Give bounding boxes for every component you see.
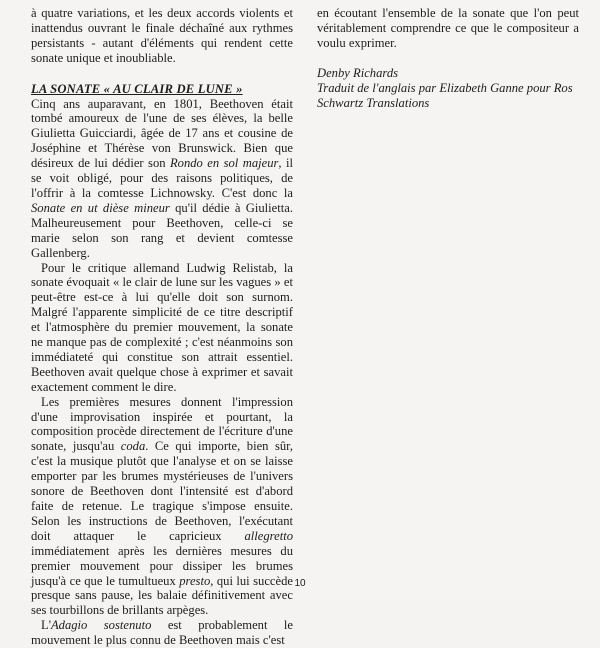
text-run: , qui lui succède presque sans pause, les balaie définitivement avec ses tourbillons de brillants arpèges.: [31, 573, 293, 618]
paragraph-history: [31, 97, 293, 261]
right-column: [317, 6, 579, 110]
left-column: [31, 6, 293, 648]
text-run: L': [41, 618, 51, 633]
author-credit: [317, 66, 579, 111]
text-run: . Ce qui importe, bien sûr, c'est la musique plutôt que l'analyse et on se laisse emporter par les brumes mystérieuses de l'univers sonore de Beethoven dont l'intensité est d'abord faite de retenue. Le tragique s'impose ensuite. Selon les instructions de Beethoven, l'exécutant doit attaquer le capricieux: [31, 439, 293, 543]
work-title-sonate: Sonate en ut dièse mineur: [31, 200, 170, 215]
text-run: immédiatement après les dernières mesures du premier mouvement pour dissiper les brumes jusqu'à ce que le tumultueux: [31, 543, 293, 588]
closing-paragraph: en écoutant l'ensemble de la sonate que l'on peut véritablement comprendre ce que le compositeur a voulu exprimer.: [317, 6, 579, 50]
text-run: est probablement le mouvement le plus connu de Beethoven mais c'est: [31, 618, 294, 648]
translation-credit: Traduit de l'anglais par Elizabeth Ganne pour Ros Schwartz Translations: [317, 80, 573, 110]
term-adagio-sostenuto: Adagio sostenuto: [50, 618, 152, 633]
page-number: 10: [294, 578, 306, 589]
term-coda: coda: [120, 439, 146, 454]
text-run: qu'il dédie à Giulietta. Malheureusement pour Beethoven, celle-ci se marie selon son rang et devient comtesse Gallenberg.: [31, 200, 294, 260]
text-run: Cinq ans auparavant, en 1801, Beethoven était tombé amoureux de l'une de ses élèves, la belle Giulietta Guicciardi, âgée de 17 ans et cousine de Joséphine et Thérèse von Brunswick. Bien que désireux de lui dédier son: [31, 96, 293, 171]
text-run: , il se voit obligé, pour des raisons politiques, de l'offrir à la comtesse Lichnowsky. C'est donc la: [31, 156, 293, 200]
section-heading: LA SONATE « AU CLAIR DE LUNE »: [31, 81, 243, 96]
term-presto: presto: [179, 573, 211, 588]
text-run: Les premières mesures donnent l'impression d'une improvisation inspirée et pourtant, la composition procède directement de l'écriture d'une sonate, jusqu'au: [31, 394, 293, 454]
paragraph-critic: Pour le critique allemand Ludwig Relistab, la sonate évoquait « le clair de lune sur les vagues » et peut-être est-ce à lui qu'elle doit son surnom. Malgré l'apparente simplicité de ce titre descriptif et l'atmosphère du premier mouvement, la sonate ne manque pas de complexité ; c'est néanmoins son immédiateté qui constitue son attrait essentiel. Beethoven avait quelque chose à exprimer et savait exactement comment le dire.: [31, 260, 293, 394]
term-allegretto: allegretto: [244, 528, 293, 543]
intro-paragraph: à quatre variations, et les deux accords violents et inattendus ouvrant le finale déchaîné aux rythmes persistants - autant d'éléments qui rendent cette sonate unique et inoubliable.: [31, 6, 293, 65]
paragraph-adagio: [31, 618, 293, 648]
work-title-rondo: Rondo en sol majeur: [169, 156, 279, 171]
author-name: Denby Richards: [317, 65, 399, 80]
